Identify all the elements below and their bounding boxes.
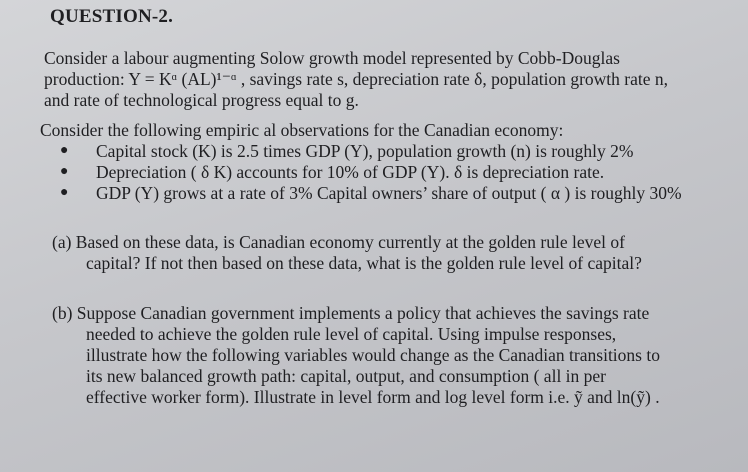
question-a-line-2: capital? If not then based on these data, what is the golden rule level of capital? — [86, 253, 642, 273]
intro-line-2: production: Y = Kᵅ (AL)¹⁻ᵅ , savings rate s, depreciation rate δ, population growth rate n, — [44, 69, 669, 89]
observation-item — [60, 162, 740, 183]
question-a — [52, 232, 732, 274]
observations-list — [60, 141, 740, 204]
question-b-line-5: effective worker form). Illustrate in level form and log level form i.e. ỹ and ln(ỹ) . — [86, 387, 660, 407]
intro-paragraph — [44, 48, 734, 111]
question-a-line-1: (a) Based on these data, is Canadian economy currently at the golden rule level of — [52, 232, 625, 252]
observations-intro: Consider the following empiric al observations for the Canadian economy: — [40, 120, 564, 140]
question-b-line-4: its new balanced growth path: capital, output, and consumption ( all in per — [86, 366, 607, 386]
observation-text: Capital stock (K) is 2.5 times GDP (Y), population growth (n) is roughly 2% — [96, 141, 634, 161]
intro-line-1: Consider a labour augmenting Solow growth model represented by Cobb-Douglas — [44, 48, 620, 68]
bullet-icon: ● — [60, 185, 69, 200]
observation-item — [60, 183, 740, 204]
bullet-icon: ● — [60, 164, 69, 179]
intro-line-3: and rate of technological progress equal to g. — [44, 90, 359, 110]
observation-item — [60, 141, 740, 162]
question-b-line-1: (b) Suppose Canadian government implements a policy that achieves the savings rate — [52, 303, 650, 323]
question-b-line-3: illustrate how the following variables would change as the Canadian transitions to — [86, 345, 660, 365]
question-b-line-2: needed to achieve the golden rule level of capital. Using impulse responses, — [86, 324, 617, 344]
question-b — [52, 303, 742, 408]
bullet-icon: ● — [60, 143, 69, 158]
observation-text: GDP (Y) grows at a rate of 3% Capital owners’ share of output ( α ) is roughly 30% — [96, 183, 682, 203]
observation-text: Depreciation ( δ K) accounts for 10% of GDP (Y). δ is depreciation rate. — [96, 162, 605, 182]
question-title: QUESTION-2. — [50, 6, 174, 27]
